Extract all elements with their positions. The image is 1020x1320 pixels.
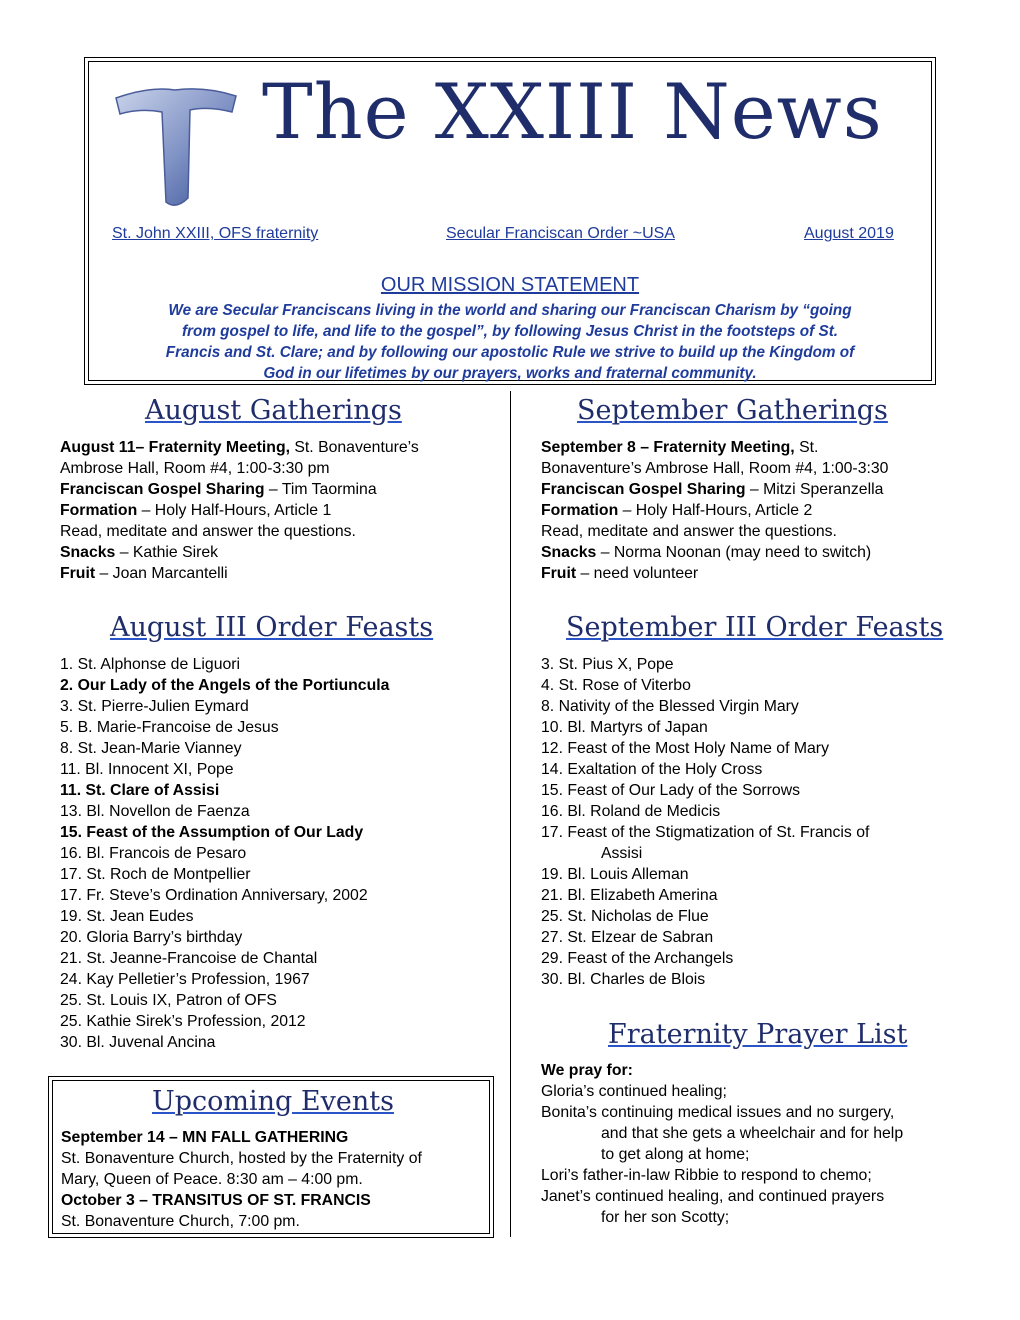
sep-snacks-label: Snacks	[541, 544, 597, 561]
sep-sharing-label: Franciscan Gospel Sharing	[541, 481, 746, 498]
sep-sharing-leader: – Mitzi Speranzella	[745, 481, 884, 498]
feast-item: 12. Feast of the Most Holy Name of Mary	[541, 740, 829, 757]
feast-item: 30. Bl. Juvenal Ancina	[60, 1034, 216, 1051]
sep-fruit-name: – need volunteer	[576, 565, 699, 582]
feast-item: 11. Bl. Innocent XI, Pope	[60, 761, 234, 778]
aug-meeting-label: August 11– Fraternity Meeting,	[60, 439, 290, 456]
prayer-list-body	[541, 1060, 903, 1228]
prayer-item: Bonita’s continuing medical issues and no surgery,	[541, 1104, 895, 1121]
prayer-list-heading: Fraternity Prayer List	[608, 1019, 908, 1050]
feast-item: 8. Nativity of the Blessed Virgin Mary	[541, 698, 799, 715]
feast-item: 19. Bl. Louis Alleman	[541, 866, 689, 883]
feast-item: 25. Kathie Sirek’s Profession, 2012	[60, 1013, 306, 1030]
upcoming-events-heading: Upcoming Events	[152, 1086, 394, 1117]
event-detail: St. Bonaventure Church, 7:00 pm.	[61, 1213, 300, 1230]
upcoming-events-body	[61, 1127, 422, 1232]
prayer-item-continued: for her son Scotty;	[601, 1209, 730, 1226]
september-gatherings-body	[541, 437, 888, 584]
prayer-item: Janet’s continued healing, and continued prayers	[541, 1188, 885, 1205]
feast-item: 16. Bl. Roland de Medicis	[541, 803, 721, 820]
feast-item: 3. St. Pius X, Pope	[541, 656, 674, 673]
feast-item: 25. St. Louis IX, Patron of OFS	[60, 992, 277, 1009]
feast-item: 11. St. Clare of Assisi	[60, 782, 220, 799]
feast-item: 2. Our Lady of the Angels of the Portiuncula	[60, 677, 390, 694]
mission-line: Francis and St. Clare; and by following our apostolic Rule we strive to build up the Kingdom of	[165, 344, 855, 361]
tau-cross-logo	[110, 78, 240, 210]
august-feasts-heading: August III Order Feasts	[110, 612, 434, 643]
feast-item-continued: Assisi	[601, 845, 643, 862]
aug-fruit-label: Fruit	[60, 565, 96, 582]
august-gatherings-heading: August Gatherings	[145, 395, 402, 426]
prayer-item-continued: and that she gets a wheelchair and for help	[601, 1125, 904, 1142]
mission-line: God in our lifetimes by our prayers, works and fraternal community.	[263, 365, 757, 382]
newsletter-title: The XXIII News	[262, 67, 883, 156]
feast-item: 10. Bl. Martyrs of Japan	[541, 719, 708, 736]
aug-snacks-name: – Kathie Sirek	[115, 544, 219, 561]
prayer-item: Lori’s father-in-law Ribbie to respond to chemo;	[541, 1167, 872, 1184]
mission-line: We are Secular Franciscans living in the world and sharing our Franciscan Charism by “going	[168, 302, 852, 319]
september-feasts-list	[541, 654, 869, 990]
aug-meeting-place: St. Bonaventure’s	[289, 439, 419, 456]
event-title: September 14 – MN FALL GATHERING	[61, 1129, 349, 1146]
sep-snacks-name: – Norma Noonan (may need to switch)	[596, 544, 872, 561]
feast-item: 5. B. Marie-Francoise de Jesus	[60, 719, 279, 736]
order-name: Secular Franciscan Order ~USA	[446, 225, 675, 242]
september-gatherings-heading: September Gatherings	[577, 395, 888, 426]
aug-fruit-name: – Joan Marcantelli	[95, 565, 228, 582]
feast-item: 21. St. Jeanne-Francoise de Chantal	[60, 950, 318, 967]
sep-meeting-label: September 8 – Fraternity Meeting,	[541, 439, 795, 456]
august-feasts-list	[60, 654, 389, 1053]
aug-sharing-leader: – Tim Taormina	[264, 481, 377, 498]
feast-item: 14. Exaltation of the Holy Cross	[541, 761, 763, 778]
mission-line: from gospel to life, and life to the gospel”, by following Jesus Christ in the footsteps of St.	[181, 323, 839, 340]
sep-read-instruction: Read, meditate and answer the questions.	[541, 523, 837, 540]
feast-item: 1. St. Alphonse de Liguori	[60, 656, 241, 673]
feast-item: 29. Feast of the Archangels	[541, 950, 734, 967]
sep-formation-label: Formation	[541, 502, 619, 519]
prayer-item-continued: to get along at home;	[601, 1146, 750, 1163]
feast-item: 17. Fr. Steve’s Ordination Anniversary, 2002	[60, 887, 368, 904]
feast-item: 25. St. Nicholas de Flue	[541, 908, 709, 925]
aug-read-instruction: Read, meditate and answer the questions.	[60, 523, 356, 540]
feast-item: 17. Feast of the Stigmatization of St. Francis of	[541, 824, 870, 841]
sep-fruit-label: Fruit	[541, 565, 577, 582]
mission-heading: OUR MISSION STATEMENT	[380, 274, 640, 296]
feast-item: 19. St. Jean Eudes	[60, 908, 194, 925]
august-gatherings-body	[60, 437, 419, 584]
feast-item: 24. Kay Pelletier’s Profession, 1967	[60, 971, 310, 988]
aug-formation-topic: – Holy Half-Hours, Article 1	[137, 502, 332, 519]
sep-meeting-place: St.	[794, 439, 819, 456]
aug-formation-label: Formation	[60, 502, 138, 519]
prayer-item: Gloria’s continued healing;	[541, 1083, 727, 1100]
aug-meeting-line2: Ambrose Hall, Room #4, 1:00-3:30 pm	[60, 460, 330, 477]
september-feasts-heading: September III Order Feasts	[566, 612, 944, 643]
issue-date: August 2019	[804, 225, 894, 242]
aug-snacks-label: Snacks	[60, 544, 116, 561]
feast-item: 13. Bl. Novellon de Faenza	[60, 803, 250, 820]
feast-item: 15. Feast of the Assumption of Our Lady	[60, 824, 364, 841]
sep-meeting-line2: Bonaventure’s Ambrose Hall, Room #4, 1:00-3:30	[541, 460, 889, 477]
feast-item: 30. Bl. Charles de Blois	[541, 971, 706, 988]
mission-text	[94, 300, 926, 384]
column-divider	[510, 391, 511, 1237]
feast-item: 3. St. Pierre-Julien Eymard	[60, 698, 249, 715]
sep-formation-topic: – Holy Half-Hours, Article 2	[618, 502, 813, 519]
feast-item: 15. Feast of Our Lady of the Sorrows	[541, 782, 801, 799]
feast-item: 8. St. Jean-Marie Vianney	[60, 740, 242, 757]
event-detail: Mary, Queen of Peace. 8:30 am – 4:00 pm.	[61, 1171, 363, 1188]
feast-item: 4. St. Rose of Viterbo	[541, 677, 691, 694]
prayer-intro: We pray for:	[541, 1062, 633, 1079]
feast-item: 16. Bl. Francois de Pesaro	[60, 845, 247, 862]
event-detail: St. Bonaventure Church, hosted by the Fraternity of	[61, 1150, 422, 1167]
feast-item: 21. Bl. Elizabeth Amerina	[541, 887, 718, 904]
aug-sharing-label: Franciscan Gospel Sharing	[60, 481, 265, 498]
event-title: October 3 – TRANSITUS OF ST. FRANCIS	[61, 1192, 371, 1209]
feast-item: 17. St. Roch de Montpellier	[60, 866, 251, 883]
feast-item: 20. Gloria Barry’s birthday	[60, 929, 243, 946]
fraternity-name: St. John XXIII, OFS fraternity	[112, 225, 319, 242]
feast-item: 27. St. Elzear de Sabran	[541, 929, 714, 946]
